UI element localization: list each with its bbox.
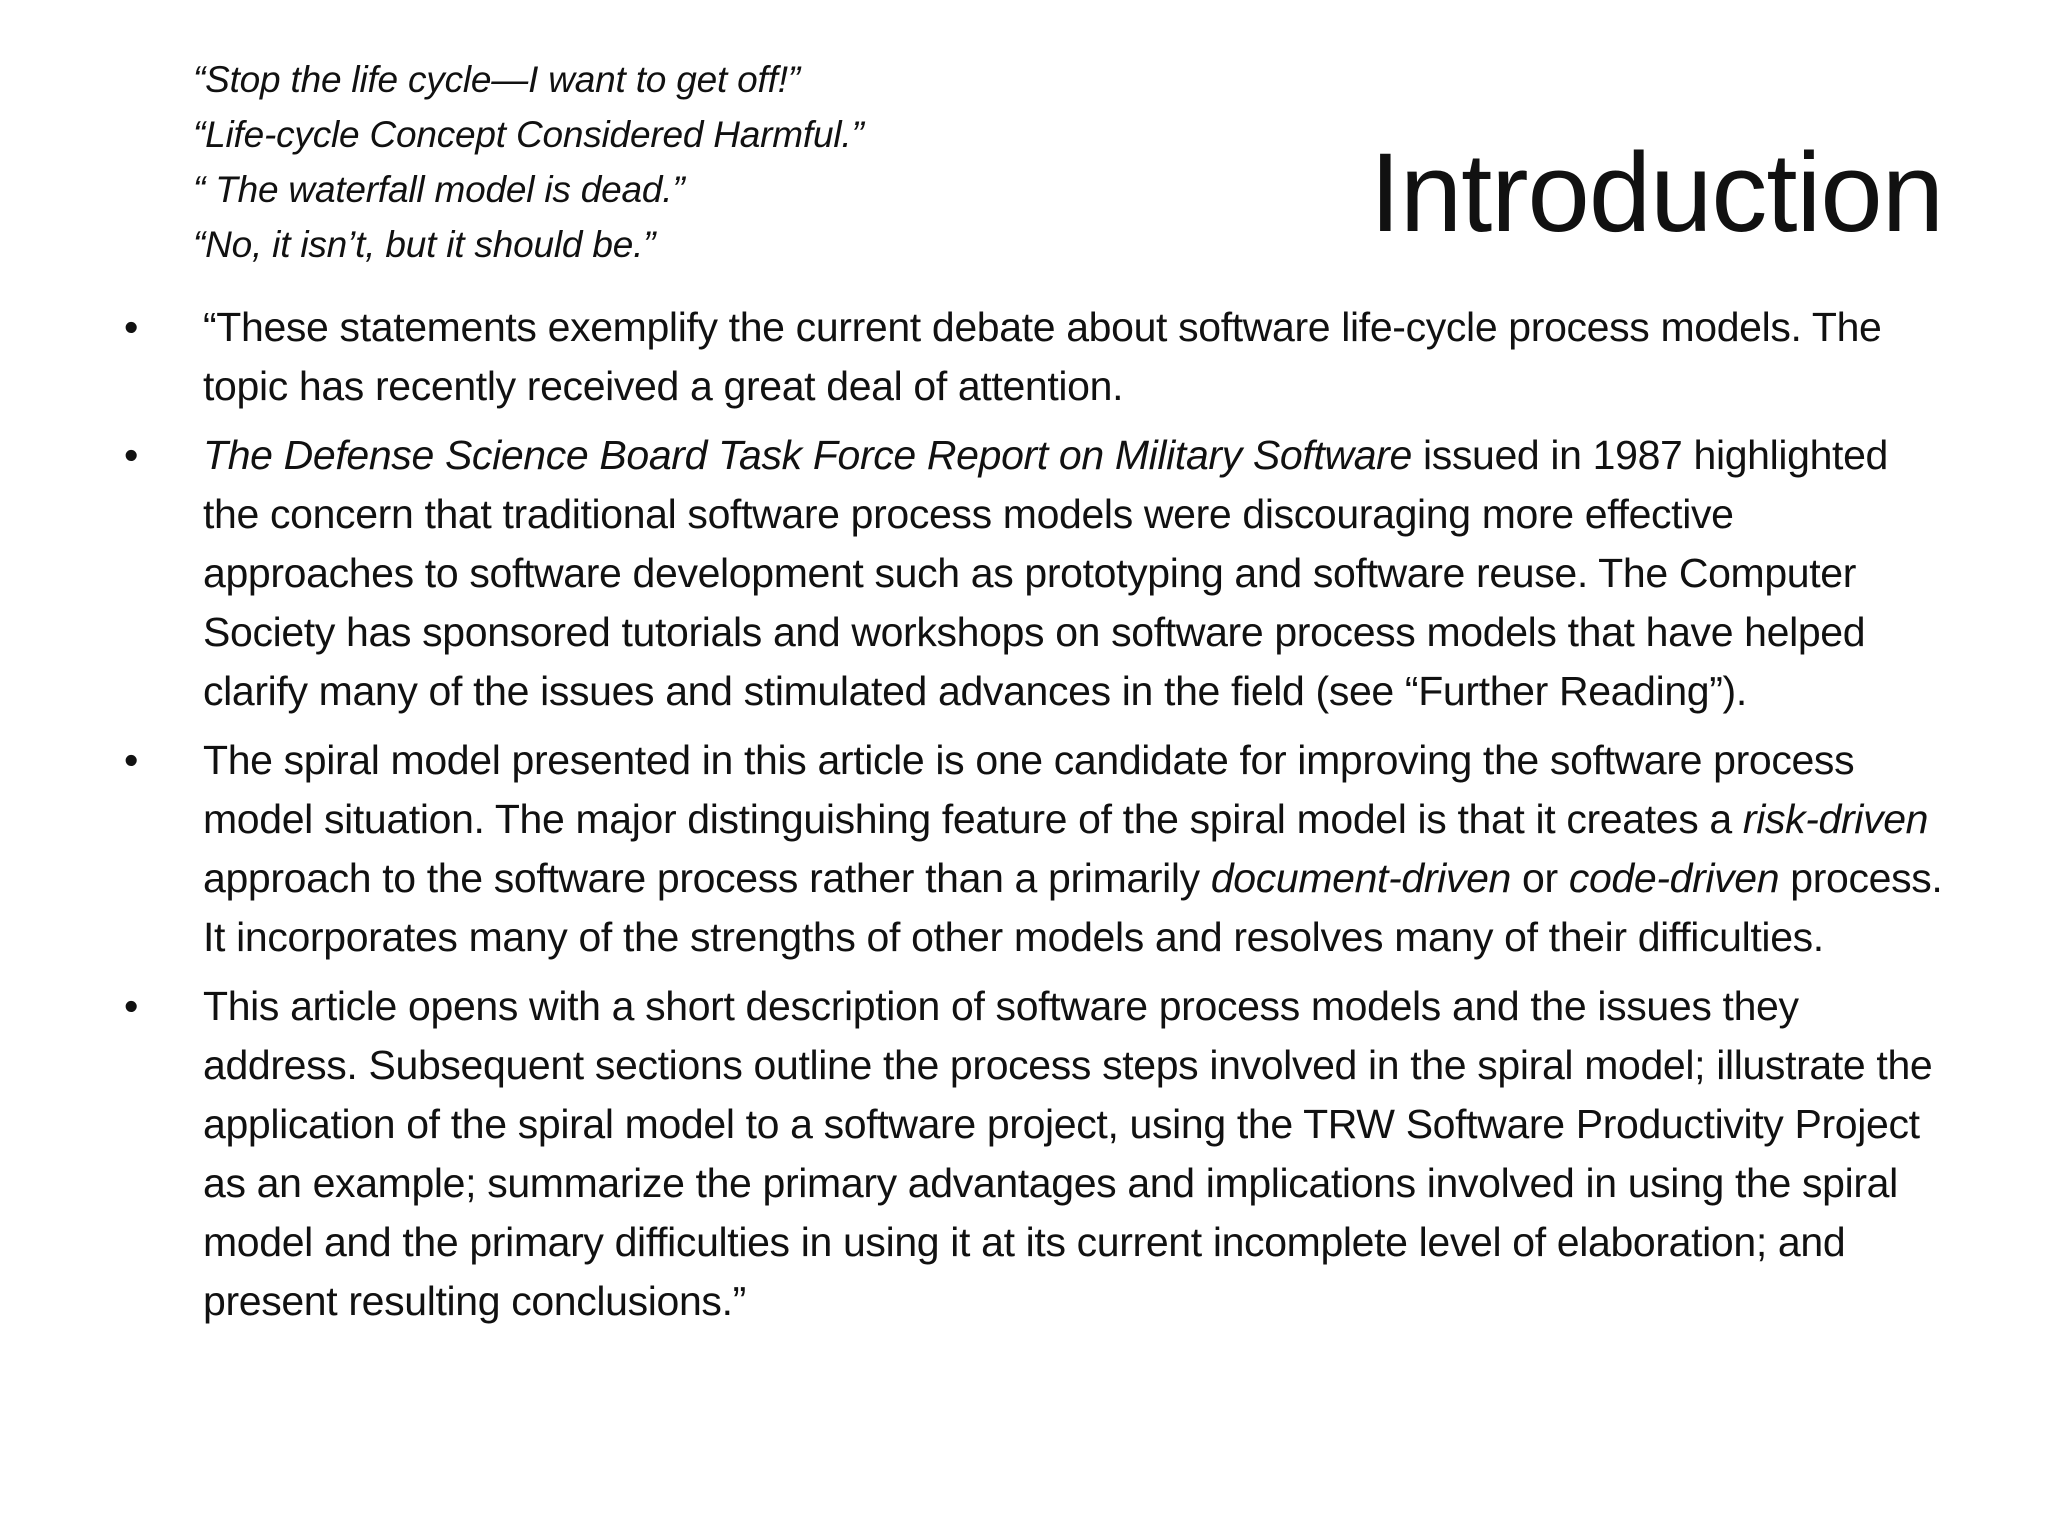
bullet-item [120,731,1950,967]
text-run: approach to the software process rather than a primarily [203,855,1211,901]
text-run: The spiral model presented in this article is one candidate for improving the software process model situation. The major distinguishing feature of the spiral model is that it creates a [203,737,1855,842]
bullet-marker: • [124,304,139,350]
text-run: process. It incorporates many of the strengths of other models and resolves many of their difficulties. [203,855,1943,960]
bullet-item [120,298,1950,416]
bullet-list [120,298,1950,1341]
epigraph-quotes [193,52,1093,272]
text-run: issued in 1987 highlighted the concern that traditional software process models were discouraging more effective approaches to software development such as prototyping and software reuse. The Computer Society has sponsored tutorials and workshops on software process models that have helped clarify many of the issues and stimulated advances in the field (see “Further Reading”). [203,432,1889,714]
italic-text-run: The Defense Science Board Task Force Report on Military Software [203,432,1412,478]
bullet-marker: • [124,432,139,478]
bullet-marker: • [124,737,139,783]
bullet-item [120,977,1950,1331]
italic-text-run: risk-driven [1742,796,1929,842]
bullet-marker: • [124,983,139,1029]
italic-text-run: document-driven [1210,855,1511,901]
bullet-text [203,983,1932,1324]
bullet-item [120,426,1950,721]
quote-line: “Life-cycle Concept Considered Harmful.” [193,114,864,155]
text-run: or [1510,855,1569,901]
slide-title: Introduction [1369,130,1943,255]
bullet-text [203,304,1881,409]
quote-line: “ The waterfall model is dead.” [193,169,685,210]
italic-text-run: code-driven [1568,855,1780,901]
quote-line: “No, it isn’t, but it should be.” [193,224,656,265]
text-run: This article opens with a short description of software process models and the issues they address. Subsequent sections outline the process steps involved in the spiral model; illustrate the application of the spiral model to a software project, using the TRW Software Productivity Project as an example; summarize the primary advantages and implications involved in using the spiral model and the primary difficulties in using it at its current incomplete level of elaboration; and present resulting conclusions.” [203,983,1933,1324]
bullet-text [203,432,1888,714]
quote-line: “Stop the life cycle—I want to get off!” [193,59,800,100]
bullet-text [203,737,1942,960]
text-run: “These statements exemplify the current debate about software life-cycle process models. The topic has recently received a great deal of attention. [203,304,1882,409]
